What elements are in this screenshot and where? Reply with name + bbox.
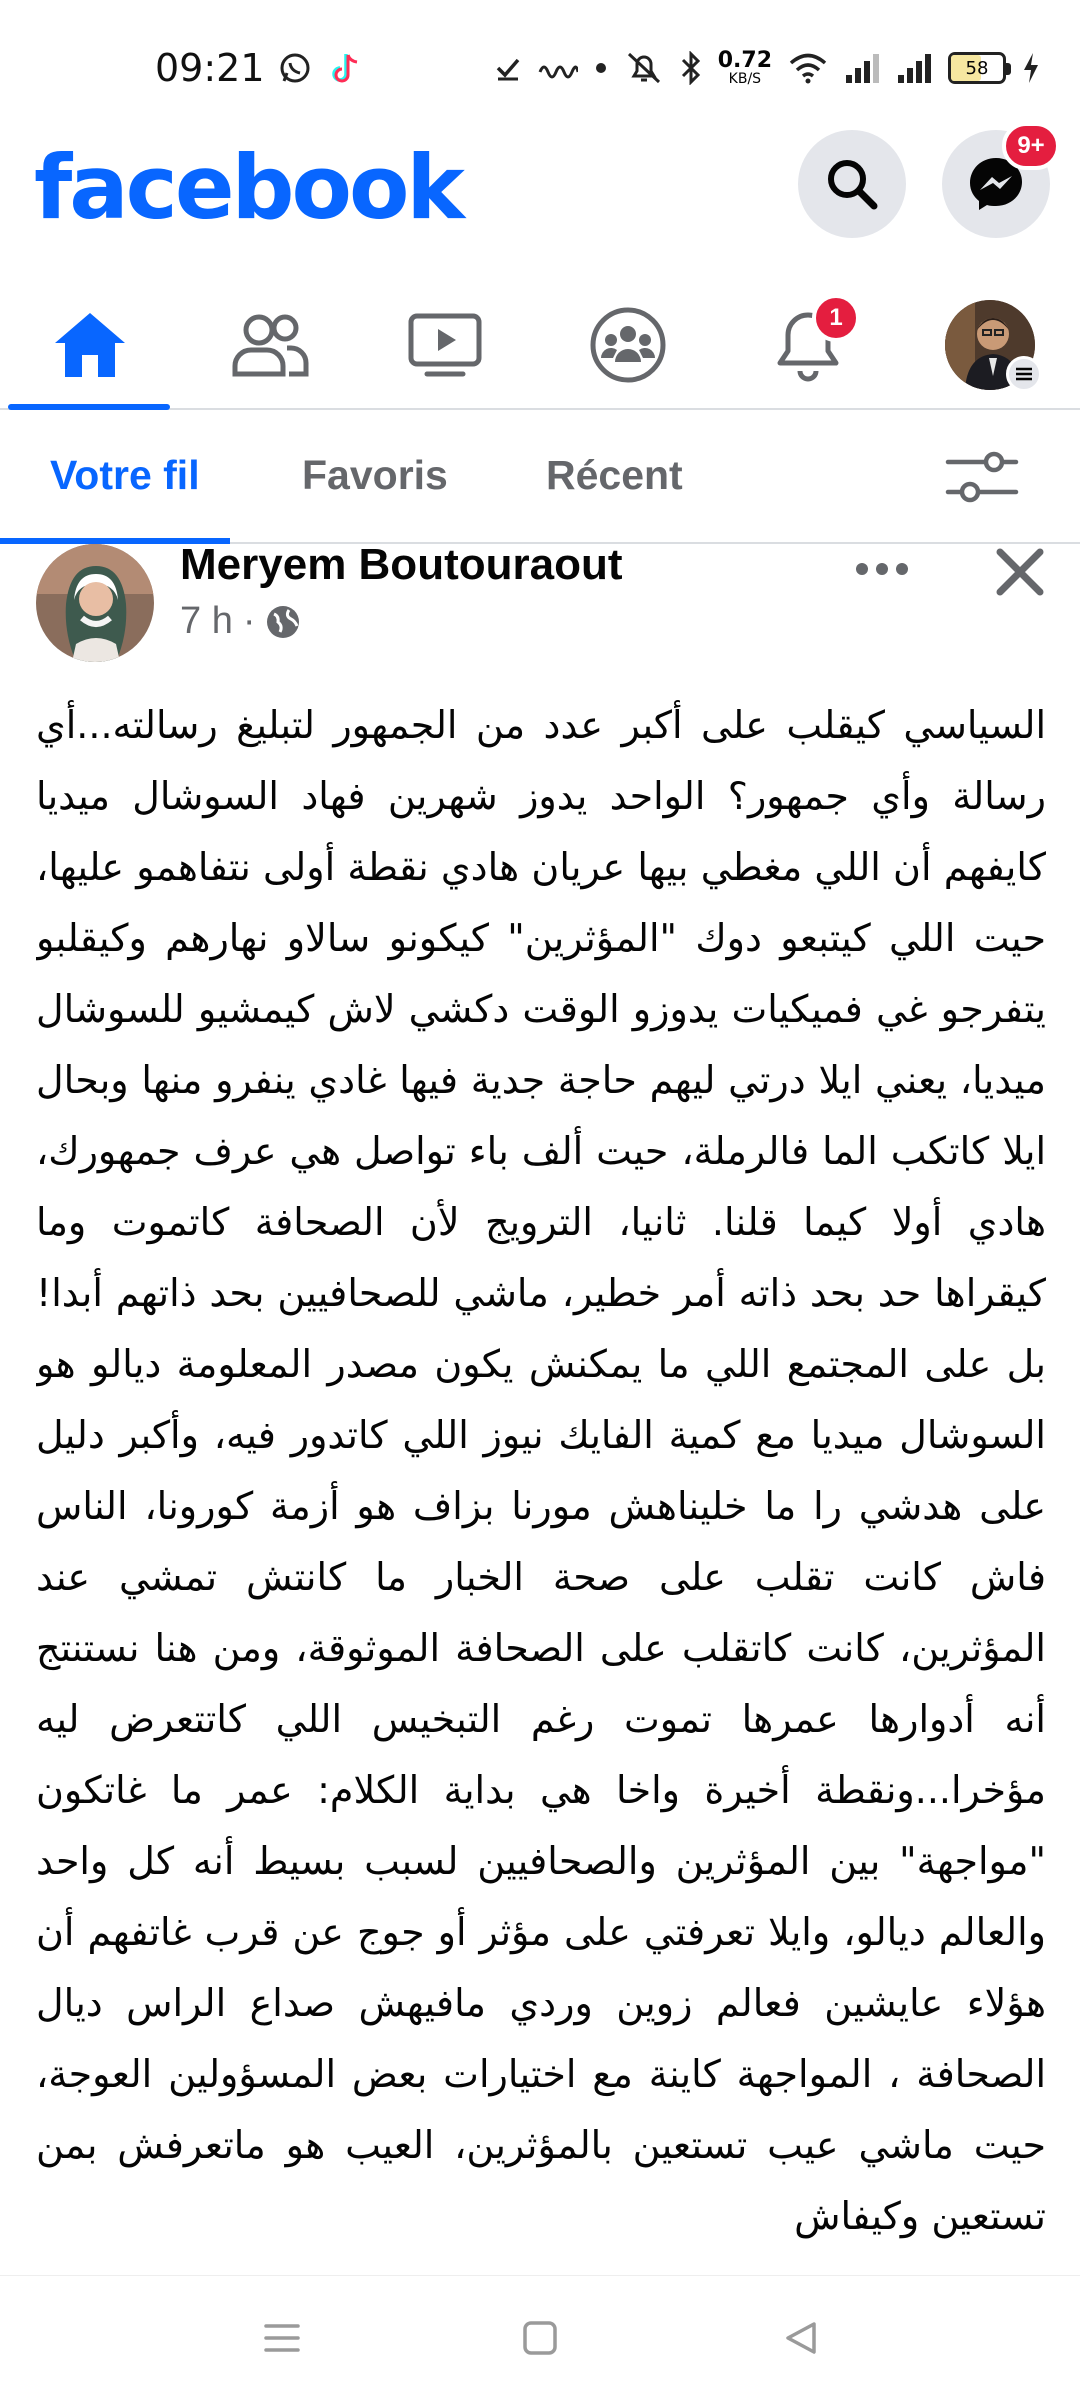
battery-icon: 58: [948, 52, 1006, 84]
nav-profile-menu[interactable]: [910, 280, 1070, 410]
author-avatar[interactable]: [36, 544, 154, 662]
close-icon: [992, 544, 1048, 600]
feed-tabs: [0, 412, 1080, 544]
status-bar: [0, 0, 1080, 130]
charging-icon: [1022, 52, 1040, 84]
meta-dot: ·: [242, 600, 256, 642]
nav-notifications[interactable]: [728, 280, 888, 410]
tab-favoris[interactable]: Favoris: [302, 452, 448, 498]
wifi-icon: [788, 52, 828, 84]
filter-icon: [944, 448, 1020, 508]
more-dots-icon: [852, 554, 912, 584]
nav-groups[interactable]: [548, 280, 708, 410]
dot-icon: [594, 61, 608, 75]
signal-app-icon: [538, 56, 578, 80]
home-icon: [51, 309, 129, 381]
menu-icon: [1006, 356, 1042, 392]
recents-button[interactable]: [250, 2306, 314, 2370]
mute-icon: [624, 50, 664, 86]
tab-recent[interactable]: Récent: [546, 452, 683, 498]
net-speed: 0.72 KB/S: [717, 48, 772, 87]
menu-icon: [262, 2318, 302, 2358]
post-text: السياسي كيقلب على أكبر عدد من الجمهور لتبليغ رسالته...أي رسالة وأي جمهور؟ الواحد يدوز شهرين فهاد السوشال ميديا كايفهم أن اللي مغطي بيها عريان هادي نقطة أولى نتفاهمو عليها، حيت اللي كيتبعو دوك "المؤثرين" كيكونو سالاو نهارهم وكيقلبو يتفرجو غي فميكيات يدوزو الوقت دكشي لاش كيمشيو للسوشال ميديا، يعني ايلا درتي ليهم حاجة جدية فيها غادي ينفرو منها وبحال ايلا كاتكب الما فالرملة، حيت ألف باء تواصل هي عرف جمهورك، هادي أولا كيما قلنا. ثانيا، الترويج لأن الصحافة كاتموت وما كيقراها حد بحد ذاته أمر خطير، ماشي للصحافيين بحد ذاتهم أبدا! بل على المجتمع اللي ما يمكنش يكون مصدر المعلومة ديالو هو السوشال ميديا مع كمية الفايك نيوز اللي كاتدور فيه، وأكبر دليل على هدشي را ما خليناهش مورنا بزاف هو أزمة كورونا، الناس فاش كانت تقلب على صحة الخبار ما كانتش تمشي عند المؤثرين، كانت كاتقلب على الصحافة الموثوقة، ومن هنا نستنتج أنه أدوارها عمرها تموت رغم التبخيس اللي كاتتعرض ليه مؤخرا...ونقطة أخيرة واخا هي بداية الكلام: عمر ما غاتكون "مواجهة" بين المؤثرين والصحافيين لسبب بسيط أنه كل واحد والعالم ديالو، وايلا تعرفتي على مؤثر أو جوج عن قرب غاتفهم أن هؤلاء عايشين فعالم زوين وردي مافيهش صداع الراس ديال الصحافة ، المواجهة كاينة مع اختيارات بعض المسؤولين العوجة، حيت ماشي عيب تستعين بالمؤثرين، العيب هو ماتعرفش بمن تستعين وكيفاش: [36, 703, 1046, 2238]
post-author[interactable]: Meryem Boutouraout: [180, 540, 623, 589]
hide-post-button[interactable]: [992, 544, 1048, 600]
video-icon: [407, 310, 483, 380]
tiktok-icon: [325, 48, 365, 88]
nav-friends[interactable]: [190, 280, 350, 410]
home-system-button[interactable]: [508, 2306, 572, 2370]
nav-home[interactable]: [10, 280, 170, 410]
back-triangle-icon: [780, 2318, 820, 2358]
facebook-logo[interactable]: facebook: [34, 136, 462, 239]
app-header: [0, 130, 1080, 280]
post-time[interactable]: 7 h: [180, 600, 233, 642]
nav-video[interactable]: [365, 280, 525, 410]
check-icon: [494, 54, 522, 82]
globe-icon: [265, 604, 301, 640]
bluetooth-icon: [680, 51, 702, 85]
search-icon: [822, 154, 882, 214]
system-nav-bar: [0, 2275, 1080, 2400]
filter-button[interactable]: [944, 448, 1020, 508]
post-header: [0, 540, 1080, 674]
whatsapp-icon: [275, 48, 315, 88]
friends-icon: [229, 312, 311, 378]
notifications-badge: 1: [812, 294, 860, 342]
main-nav: [0, 280, 1080, 410]
home-square-icon: [520, 2318, 560, 2358]
post-options-button[interactable]: [852, 554, 912, 584]
status-time: 09:21: [155, 46, 265, 90]
status-icons: [494, 44, 1040, 92]
nav-active-indicator: [8, 404, 170, 410]
messenger-badge: 9+: [1002, 122, 1060, 170]
cell-signal-icon: [844, 53, 880, 83]
groups-icon: [589, 306, 667, 384]
search-button[interactable]: [798, 130, 906, 238]
messenger-button[interactable]: [942, 130, 1050, 238]
back-button[interactable]: [768, 2306, 832, 2370]
post-meta: [180, 600, 301, 643]
tab-votre-fil[interactable]: Votre fil: [50, 452, 200, 498]
cell-signal-icon: [896, 53, 932, 83]
